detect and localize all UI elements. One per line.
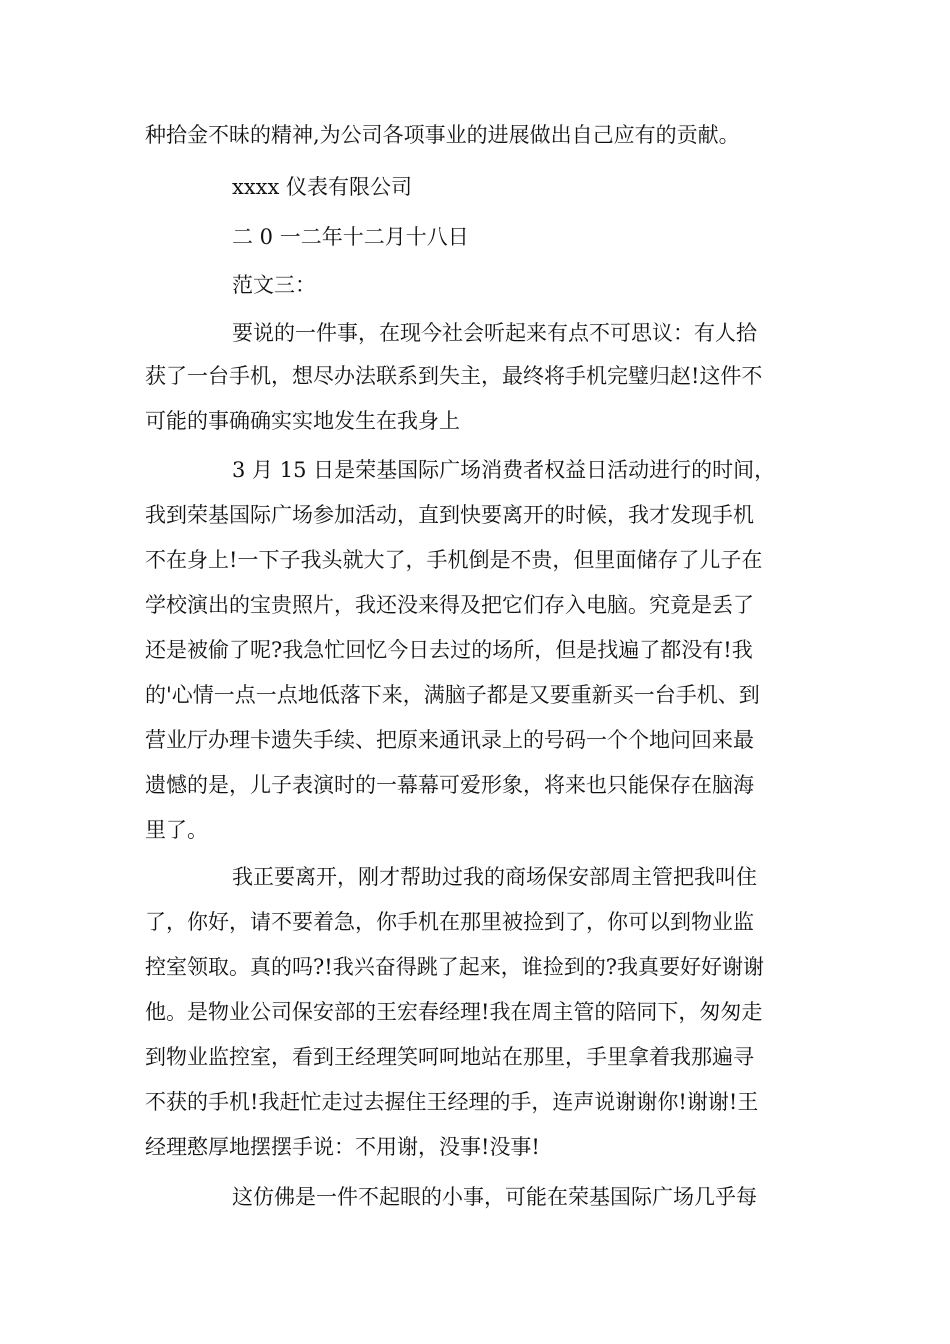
text-line: 里了。	[145, 818, 208, 842]
text-line: 获了一台手机，想尽办法联系到失主，最终将手机完璧归赵!这件不	[145, 364, 763, 388]
text-line: 要说的一件事，在现今社会听起来有点不可思议：有人拾	[232, 321, 757, 345]
text-line: 了，你好，请不要着急，你手机在那里被捡到了，你可以到物业监	[145, 910, 754, 934]
text-line: 3 月 15 日是荣基国际广场消费者权益日活动进行的时间，	[232, 458, 776, 482]
company-signature: xxxx 仪表有限公司	[232, 175, 413, 199]
text-line: 种拾金不昧的精神,为公司各项事业的进展做出自己应有的贡献。	[145, 123, 740, 147]
text-line: 我正要离开，刚才帮助过我的商场保安部周主管把我叫住	[232, 865, 757, 889]
text-line: 控室领取。真的吗?!我兴奋得跳了起来，谁捡到的?我真要好好谢谢	[145, 955, 764, 979]
text-line: 可能的事确确实实地发生在我身上	[145, 409, 460, 433]
text-line: 还是被偷了呢?我急忙回忆今日去过的场所，但是找遍了都没有!我	[145, 638, 753, 662]
text-line: 营业厅办理卡遗失手续、把原来通讯录上的号码一个个地问回来最	[145, 728, 754, 752]
text-line: 经理憨厚地摆摆手说：不用谢，没事!没事!	[145, 1135, 540, 1159]
text-line: 我到荣基国际广场参加活动，直到快要离开的时候，我才发现手机	[145, 503, 754, 527]
text-line: 的'心情一点一点地低落下来，满脑子都是又要重新买一台手机、到	[145, 683, 760, 707]
text-line: 到物业监控室，看到王经理笑呵呵地站在那里，手里拿着我那遍寻	[145, 1045, 754, 1069]
text-line: 他。是物业公司保安部的王宏春经理!我在周主管的陪同下，匆匆走	[145, 1000, 763, 1024]
text-line: 这仿佛是一件不起眼的小事，可能在荣基国际广场几乎每	[232, 1185, 757, 1209]
section-heading: 范文三：	[232, 273, 316, 297]
text-line: 学校演出的宝贵照片，我还没来得及把它们存入电脑。究竟是丢了	[145, 593, 754, 617]
text-line: 不在身上!一下子我头就大了，手机倒是不贵，但里面储存了儿子在	[145, 548, 763, 572]
signature-date: 二 0 一二年十二月十八日	[232, 225, 469, 249]
text-line: 遗憾的是，儿子表演时的一幕幕可爱形象，将来也只能保存在脑海	[145, 773, 754, 797]
text-line: 不获的手机!我赶忙走过去握住王经理的手，连声说谢谢你!谢谢!王	[145, 1090, 759, 1114]
